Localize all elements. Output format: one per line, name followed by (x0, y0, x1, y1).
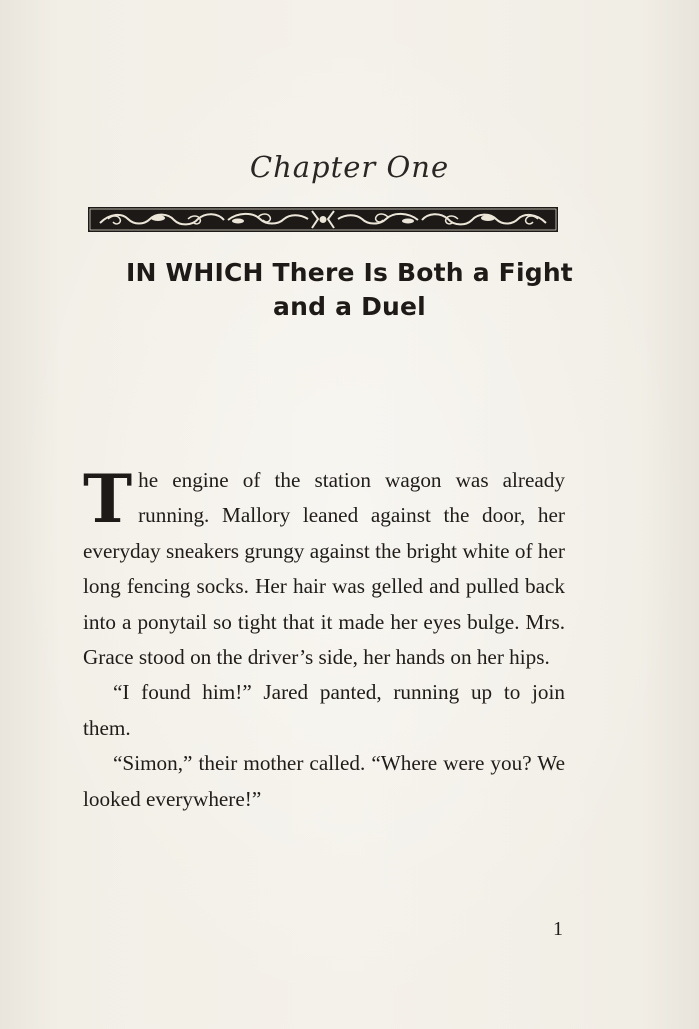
paragraph-text: he engine of the station wagon was already running. Mallory leaned against the door, her everyday sneakers grungy against the bright white of her long fencing socks. Her hair was gelled and pulled back into a ponytail so tight that it made her eyes bulge. Mrs. Grace stood on the driver’s side, her hands on her hips. (83, 468, 565, 670)
chapter-heading (0, 256, 699, 324)
chapter-body (83, 460, 565, 817)
chapter-heading-line-1: IN WHICH There Is Both a Fight (126, 258, 573, 287)
chapter-heading-line-2: and a Duel (273, 292, 426, 321)
drop-cap: T (83, 460, 133, 538)
page-number: 1 (553, 918, 563, 940)
paragraph (83, 460, 565, 675)
decorative-scroll-border-icon (88, 207, 558, 232)
paragraph: “Simon,” their mother called. “Where were you? We looked everywhere!” (83, 751, 565, 811)
paragraph: “I found him!” Jared panted, running up to join them. (83, 680, 565, 740)
chapter-title: Chapter One (249, 150, 450, 184)
